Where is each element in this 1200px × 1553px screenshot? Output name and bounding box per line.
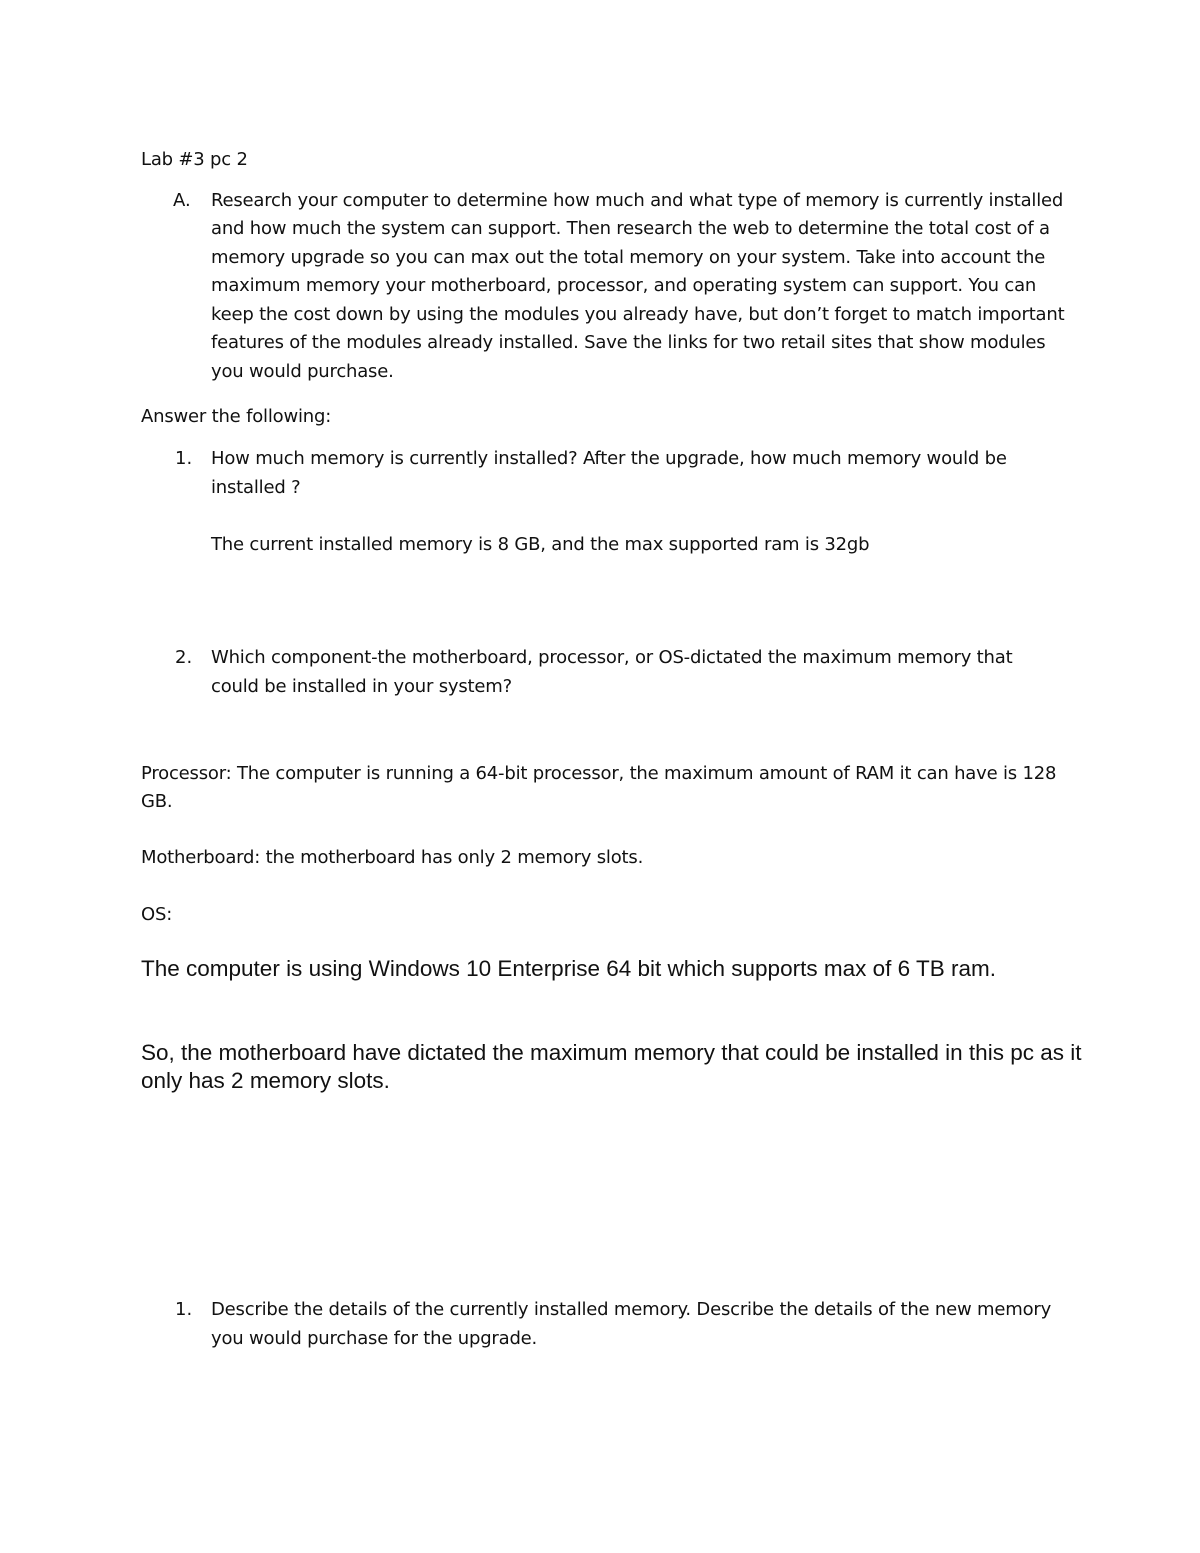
section-a-marker: A. xyxy=(173,190,191,211)
os-label: OS: xyxy=(141,904,173,925)
section-a-line: and how much the system can support. Then research the web to determine the total cost of a xyxy=(211,218,1050,239)
motherboard-text: the motherboard has only 2 memory slots. xyxy=(260,847,644,868)
section-a-line: keep the cost down by using the modules you already have, but don’t forget to match important xyxy=(211,304,1065,325)
question-3-text: Describe the details of the currently installed memory. Describe the details of the new memory xyxy=(211,1299,1052,1320)
question-2-marker: 2. xyxy=(175,647,193,668)
section-a-line: maximum memory your motherboard, processor, and operating system can support. You can xyxy=(211,275,1037,296)
processor-text-continued: GB. xyxy=(141,791,173,812)
question-2-text: could be installed in your system? xyxy=(211,676,512,697)
question-1-marker: 1. xyxy=(175,448,193,469)
section-a-line: you would purchase. xyxy=(211,361,394,382)
section-a-line: Research your computer to determine how much and what type of memory is currently installed xyxy=(211,190,1064,211)
answer-heading: Answer the following: xyxy=(141,406,332,427)
question-1-text: installed ? xyxy=(211,477,301,498)
motherboard-paragraph xyxy=(141,843,643,872)
document-title: Lab #3 pc 2 xyxy=(141,149,248,170)
question-3-text: you would purchase for the upgrade. xyxy=(211,1328,538,1349)
question-2-text: Which component-the motherboard, processor, or OS-dictated the maximum memory that xyxy=(211,647,1013,668)
conclusion-text: only has 2 memory slots. xyxy=(141,1068,390,1093)
question-3-marker: 1. xyxy=(175,1299,193,1320)
os-text: The computer is using Windows 10 Enterprise 64 bit which supports max of 6 TB ram. xyxy=(141,956,996,981)
section-a-line: memory upgrade so you can max out the total memory on your system. Take into account the xyxy=(211,247,1046,268)
question-1-answer: The current installed memory is 8 GB, and the max supported ram is 32gb xyxy=(211,534,870,555)
processor-text: The computer is running a 64-bit processor, the maximum amount of RAM it can have is 128 xyxy=(231,763,1057,784)
section-a-line: features of the modules already installed. Save the links for two retail sites that show modules xyxy=(211,332,1046,353)
motherboard-label: Motherboard: xyxy=(141,847,261,868)
processor-label: Processor: xyxy=(141,763,232,784)
processor-paragraph xyxy=(141,759,1056,788)
conclusion-text: So, the motherboard have dictated the maximum memory that could be installed in this pc as it xyxy=(141,1040,1082,1065)
question-1-text: How much memory is currently installed? After the upgrade, how much memory would be xyxy=(211,448,1007,469)
